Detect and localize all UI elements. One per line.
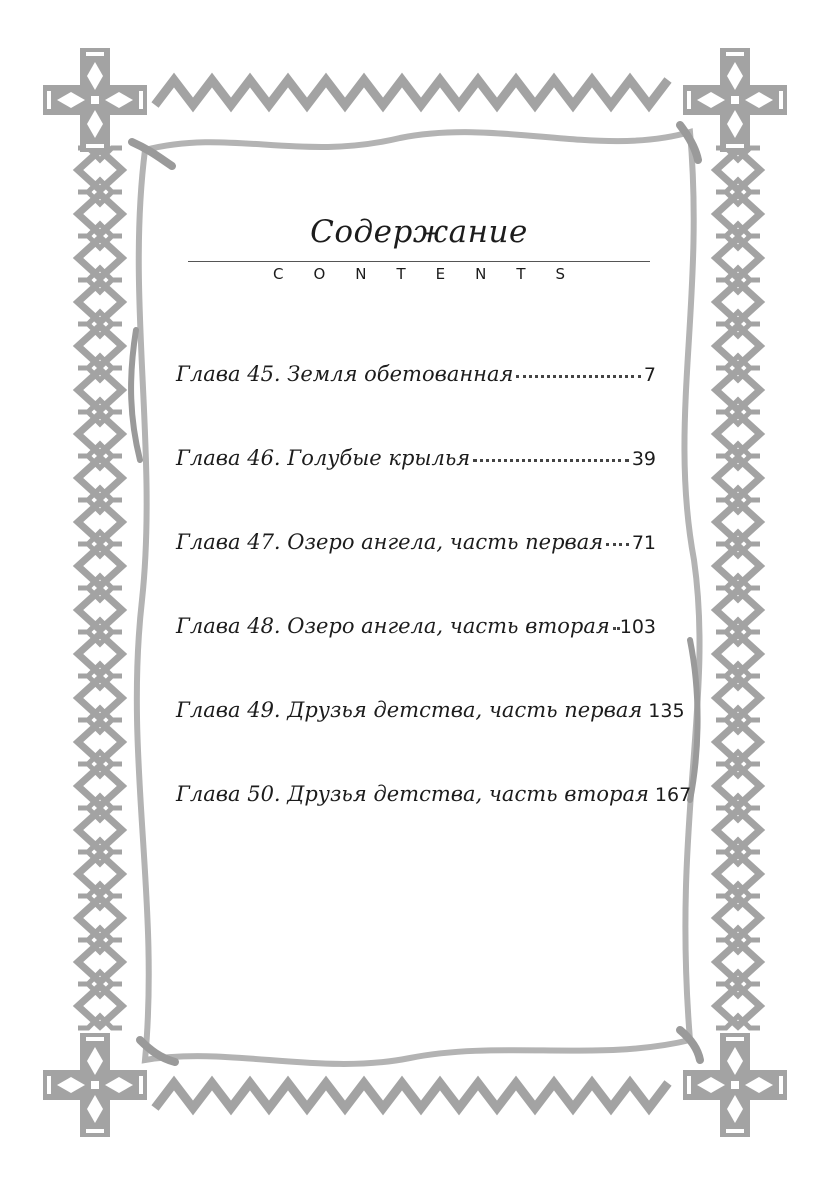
toc-entry[interactable] [176,530,656,614]
cross-top-left [43,48,147,152]
toc-entry-title: Глава 47. Озеро ангела, часть первая [176,530,604,554]
toc-entry[interactable] [176,782,692,866]
toc-entry[interactable] [176,446,656,530]
toc-entry[interactable] [176,362,656,446]
right-band [716,148,760,1028]
toc-entry-title: Глава 48. Озеро ангела, часть вторая [176,614,610,638]
toc-entry-title: Глава 50. Друзья детства, часть вторая [176,782,649,806]
leader-dots [516,371,640,378]
toc-entry-page: 103 [619,616,656,638]
page-subtitle: CONTENTS [272,265,596,283]
toc-entry-page: 7 [643,364,656,386]
leader-dots [613,623,617,630]
toc-entry-page: 167 [654,784,692,806]
left-band [78,148,122,1028]
toc-entry-page: 135 [648,700,685,722]
cross-top-right [683,48,787,152]
toc-entry-page: 39 [631,448,656,470]
toc-entry-title: Глава 46. Голубые крылья [176,446,471,470]
cross-bottom-left [43,1033,147,1137]
toc-entry-page: 71 [631,532,656,554]
leader-dots [606,539,629,546]
top-zigzag [155,80,668,105]
bottom-zigzag [155,1083,668,1108]
table-of-contents [176,362,692,866]
leader-dots [473,455,629,462]
page-title: Содержание [310,214,528,250]
toc-entry[interactable] [176,698,685,782]
toc-entry-title: Глава 45. Земля обетованная [176,362,514,386]
toc-entry[interactable] [176,614,656,698]
toc-entry-title: Глава 49. Друзья детства, часть первая [176,698,643,722]
title-rule [188,261,650,262]
